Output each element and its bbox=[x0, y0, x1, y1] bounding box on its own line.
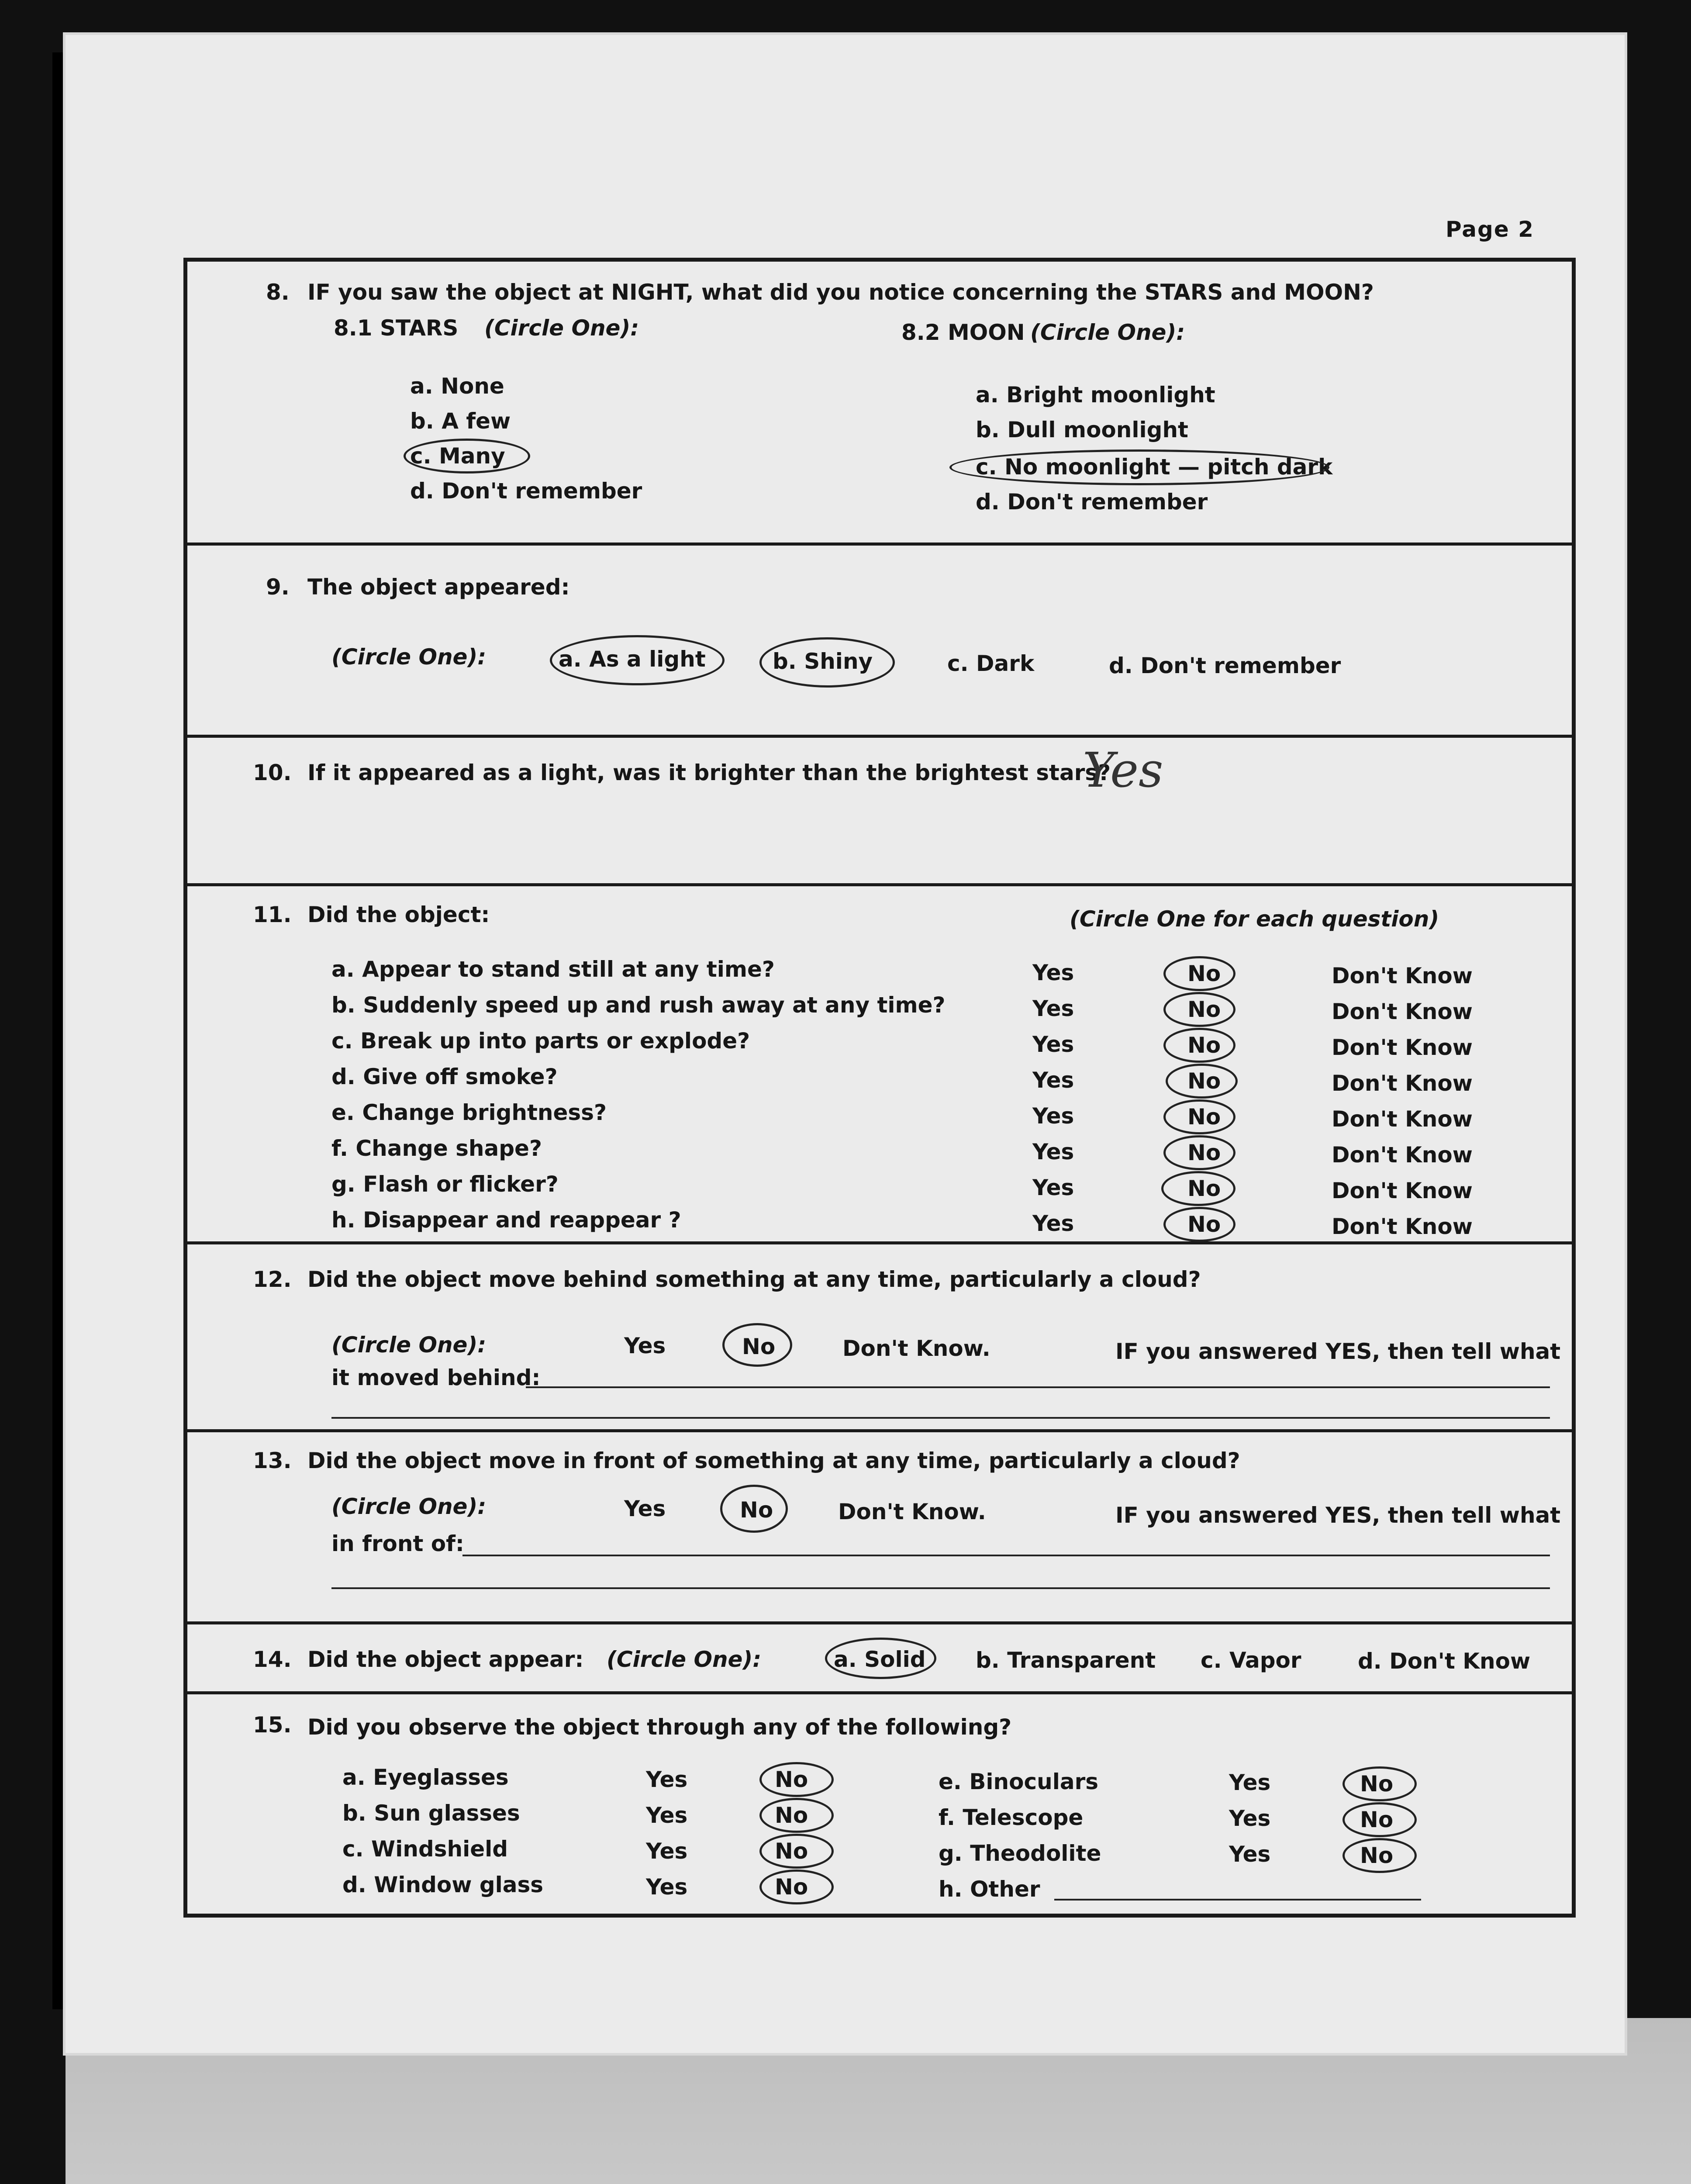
q11-instr: (Circle One for each question) bbox=[1070, 906, 1439, 932]
dont-know-option[interactable]: Don't Know bbox=[1332, 1071, 1473, 1096]
yes-option[interactable]: Yes bbox=[1032, 1211, 1074, 1236]
q11-question: Did the object: bbox=[307, 902, 490, 927]
q9-option-selected[interactable]: b. Shiny bbox=[773, 649, 873, 674]
yes-option[interactable]: Yes bbox=[1032, 996, 1074, 1021]
q11-item: f. Change shape? bbox=[331, 1136, 542, 1161]
q15-question: Did you observe the object through any of the following? bbox=[307, 1714, 1012, 1740]
yes-option[interactable]: Yes bbox=[646, 1838, 688, 1864]
q11-number: 11. bbox=[253, 902, 292, 927]
q12-dont-know[interactable]: Don't Know. bbox=[842, 1336, 990, 1361]
no-option-selected[interactable]: No bbox=[1187, 1033, 1221, 1058]
q11-item: a. Appear to stand still at any time? bbox=[331, 957, 775, 982]
q14-option[interactable]: b. Transparent bbox=[976, 1648, 1156, 1673]
q11-item: d. Give off smoke? bbox=[331, 1064, 558, 1089]
yes-option[interactable]: Yes bbox=[1032, 1103, 1074, 1129]
q10-question: If it appeared as a light, was it brighter than the brightest stars? bbox=[307, 760, 1111, 785]
film-edge bbox=[52, 52, 66, 2009]
section-q15 bbox=[187, 1694, 1572, 1921]
yes-option[interactable]: Yes bbox=[1032, 1068, 1074, 1093]
q9-question: The object appeared: bbox=[307, 574, 570, 600]
section-q8 bbox=[187, 262, 1572, 546]
dont-know-option[interactable]: Don't Know bbox=[1332, 1106, 1473, 1132]
q14-option[interactable]: c. Vapor bbox=[1201, 1648, 1301, 1673]
answer-line[interactable] bbox=[331, 1587, 1550, 1589]
yes-option[interactable]: Yes bbox=[1032, 1032, 1074, 1057]
q11-item: b. Suddenly speed up and rush away at any time? bbox=[331, 992, 946, 1018]
no-option-selected[interactable]: No bbox=[1187, 961, 1221, 986]
q11-item: e. Change brightness? bbox=[331, 1100, 607, 1125]
questionnaire-form bbox=[183, 258, 1576, 1918]
q15-item: f. Telescope bbox=[939, 1805, 1084, 1830]
no-option-selected[interactable]: No bbox=[775, 1767, 808, 1792]
q15-item: d. Window glass bbox=[342, 1872, 544, 1897]
q9-option[interactable]: d. Don't remember bbox=[1109, 653, 1341, 678]
q11-item: g. Flash or flicker? bbox=[331, 1171, 559, 1197]
no-option-selected[interactable]: No bbox=[775, 1874, 808, 1900]
q14-instr: (Circle One): bbox=[607, 1647, 762, 1672]
yes-option[interactable]: Yes bbox=[646, 1767, 688, 1792]
page-number: Page 2 bbox=[1446, 217, 1534, 242]
q13-yes[interactable]: Yes bbox=[624, 1496, 666, 1521]
q8-moon-instr: (Circle One): bbox=[1030, 320, 1185, 345]
dont-know-option[interactable]: Don't Know bbox=[1332, 1214, 1473, 1239]
q13-followup-label: in front of: bbox=[331, 1531, 464, 1556]
answer-line[interactable] bbox=[1054, 1899, 1421, 1901]
section-q10 bbox=[187, 738, 1572, 886]
q13-question: Did the object move in front of something at any time, particularly a cloud? bbox=[307, 1448, 1240, 1473]
yes-option[interactable]: Yes bbox=[646, 1874, 688, 1900]
q12-no-selected[interactable]: No bbox=[742, 1334, 776, 1359]
q9-option-selected[interactable]: a. As a light bbox=[559, 646, 706, 672]
moon-option[interactable]: a. Bright moonlight bbox=[976, 382, 1215, 408]
q8-stars-instr: (Circle One): bbox=[484, 315, 639, 341]
moon-option[interactable]: d. Don't remember bbox=[976, 489, 1208, 515]
yes-option[interactable]: Yes bbox=[1229, 1842, 1271, 1867]
yes-option[interactable]: Yes bbox=[1032, 1175, 1074, 1200]
q14-question: Did the object appear: bbox=[307, 1647, 584, 1672]
yes-option[interactable]: Yes bbox=[1229, 1806, 1271, 1831]
answer-line[interactable] bbox=[462, 1555, 1550, 1556]
no-option-selected[interactable]: No bbox=[775, 1838, 808, 1864]
q13-dont-know[interactable]: Don't Know. bbox=[838, 1499, 986, 1524]
moon-option-selected[interactable]: c. No moonlight — pitch dark bbox=[976, 454, 1333, 480]
yes-option[interactable]: Yes bbox=[1032, 960, 1074, 985]
q10-number: 10. bbox=[253, 760, 292, 785]
q8-stars-heading: 8.1 STARS bbox=[334, 315, 459, 341]
q14-number: 14. bbox=[253, 1647, 292, 1672]
q13-followup: IF you answered YES, then tell what bbox=[1115, 1503, 1561, 1528]
q8-moon-heading: 8.2 MOON bbox=[901, 320, 1025, 345]
q8-number: 8. bbox=[266, 280, 290, 305]
section-q11 bbox=[187, 886, 1572, 1244]
answer-line[interactable] bbox=[526, 1386, 1550, 1388]
q15-item: a. Eyeglasses bbox=[342, 1765, 509, 1790]
q9-option[interactable]: c. Dark bbox=[947, 651, 1035, 676]
q13-no-selected[interactable]: No bbox=[740, 1497, 773, 1523]
moon-option[interactable]: b. Dull moonlight bbox=[976, 417, 1188, 442]
section-q12 bbox=[187, 1244, 1572, 1432]
yes-option[interactable]: Yes bbox=[1229, 1770, 1271, 1795]
no-option-selected[interactable]: No bbox=[775, 1803, 808, 1828]
q9-number: 9. bbox=[266, 574, 290, 600]
no-option-selected[interactable]: No bbox=[1187, 1212, 1221, 1237]
q15-number: 15. bbox=[253, 1712, 292, 1738]
q15-item: h. Other bbox=[939, 1876, 1040, 1902]
q13-instr: (Circle One): bbox=[331, 1494, 487, 1519]
dont-know-option[interactable]: Don't Know bbox=[1332, 1178, 1473, 1203]
stars-option[interactable]: d. Don't remember bbox=[410, 478, 642, 504]
section-q9 bbox=[187, 546, 1572, 738]
q12-question: Did the object move behind something at any time, particularly a cloud? bbox=[307, 1267, 1201, 1292]
no-option-selected[interactable]: No bbox=[1187, 1176, 1221, 1201]
handwritten-answer: Yes bbox=[1083, 742, 1163, 798]
no-option-selected[interactable]: No bbox=[1187, 1104, 1221, 1130]
stars-option-selected[interactable]: c. Many bbox=[410, 443, 505, 469]
yes-option[interactable]: Yes bbox=[646, 1803, 688, 1828]
q15-item: g. Theodolite bbox=[939, 1841, 1101, 1866]
no-option-selected[interactable]: No bbox=[1187, 1068, 1221, 1094]
stars-option[interactable]: b. A few bbox=[410, 408, 511, 434]
q11-item: c. Break up into parts or explode? bbox=[331, 1028, 750, 1054]
answer-line[interactable] bbox=[331, 1417, 1550, 1419]
no-option-selected[interactable]: No bbox=[1187, 997, 1221, 1022]
dont-know-option[interactable]: Don't Know bbox=[1332, 963, 1473, 988]
yes-option[interactable]: Yes bbox=[1032, 1139, 1074, 1165]
q15-item: b. Sun glasses bbox=[342, 1800, 520, 1826]
q14-option-selected[interactable]: a. Solid bbox=[834, 1647, 926, 1672]
no-option-selected[interactable]: No bbox=[1360, 1843, 1394, 1868]
q12-followup: IF you answered YES, then tell what bbox=[1115, 1339, 1561, 1364]
dont-know-option[interactable]: Don't Know bbox=[1332, 1142, 1473, 1168]
q12-yes[interactable]: Yes bbox=[624, 1333, 666, 1358]
dont-know-option[interactable]: Don't Know bbox=[1332, 1035, 1473, 1060]
no-option-selected[interactable]: No bbox=[1360, 1807, 1394, 1832]
no-option-selected[interactable]: No bbox=[1360, 1771, 1394, 1797]
section-q13 bbox=[187, 1432, 1572, 1624]
q8-question: IF you saw the object at NIGHT, what did you notice concerning the STARS and MOON? bbox=[307, 280, 1374, 305]
stars-option[interactable]: a. None bbox=[410, 373, 504, 399]
q12-number: 12. bbox=[253, 1267, 292, 1292]
q13-number: 13. bbox=[253, 1448, 292, 1473]
q9-instr: (Circle One): bbox=[331, 644, 487, 670]
q11-item: h. Disappear and reappear ? bbox=[331, 1207, 681, 1233]
q12-instr: (Circle One): bbox=[331, 1332, 487, 1358]
q14-option[interactable]: d. Don't Know bbox=[1358, 1648, 1531, 1674]
section-q14 bbox=[187, 1624, 1572, 1694]
q15-item: c. Windshield bbox=[342, 1836, 508, 1862]
q12-followup-label: it moved behind: bbox=[331, 1365, 541, 1390]
dont-know-option[interactable]: Don't Know bbox=[1332, 999, 1473, 1024]
no-option-selected[interactable]: No bbox=[1187, 1140, 1221, 1165]
q15-item: e. Binoculars bbox=[939, 1769, 1099, 1794]
